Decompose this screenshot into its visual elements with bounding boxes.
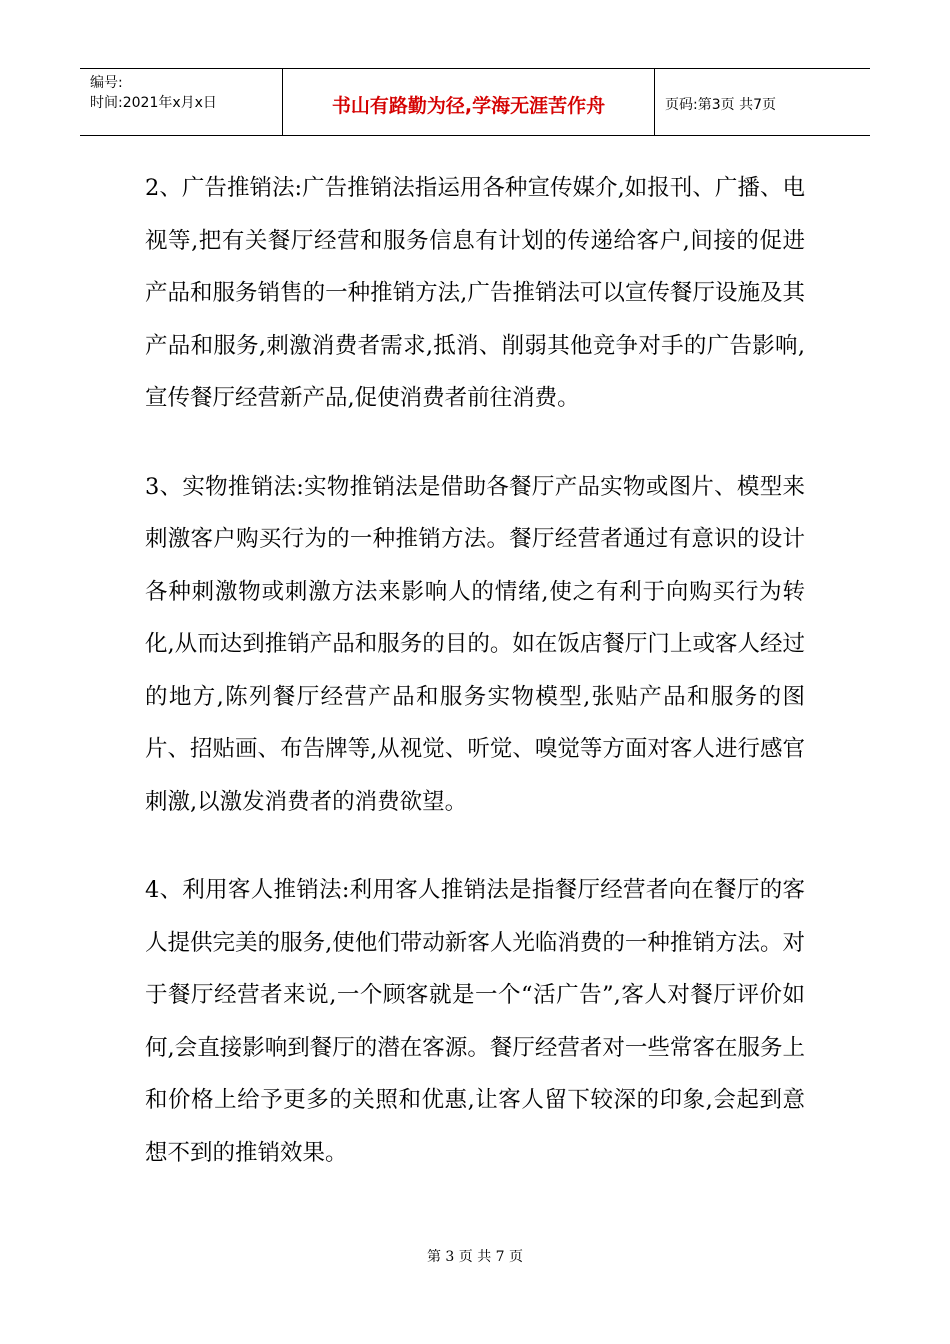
paragraph-advertising-method: 2、广告推销法:广告推销法指运用各种宣传媒介,如报刊、广播、电视等,把有关餐厅经营和服务信息有计划的传递给客户,间接的促进产品和服务销售的一种推销方法,广告推销法可以宣传餐厅设施及其产品和服务,刺激消费者需求,抵消、削弱其他竞争对手的广告影响,宣传餐厅经营新产品,促使消费者前往消费。 — [145, 175, 805, 411]
document-number-label: 编号: — [90, 75, 123, 91]
document-body — [145, 162, 805, 1215]
document-header — [80, 68, 870, 136]
page-footer: 第 3 页 共 7 页 — [426, 1249, 524, 1265]
header-page-number: 页码:第3页 共7页 — [665, 97, 776, 113]
header-meta-cell — [80, 69, 283, 135]
header-motto: 书山有路勤为径,学海无涯苦作舟 — [283, 69, 655, 135]
paragraph-physical-method: 3、实物推销法:实物推销法是借助各餐厅产品实物或图片、模型来刺激客户购买行为的一种推销方法。餐厅经营者通过有意识的设计各种刺激物或刺激方法来影响人的情绪,使之有利于向购买行为转化,从而达到推销产品和服务的目的。如在饭店餐厅门上或客人经过的地方,陈列餐厅经营产品和服务实物模型,张贴产品和服务的图片、招贴画、布告牌等,从视觉、听觉、嗅觉等方面对客人进行感官刺激,以激发消费者的消费欲望。 — [145, 473, 805, 815]
document-date-label: 时间:2021年x月x日 — [90, 95, 217, 111]
paragraph-customer-method: 4、利用客人推销法:利用客人推销法是指餐厅经营者向在餐厅的客人提供完美的服务,使他们带动新客人光临消费的一种推销方法。对于餐厅经营者来说,一个顾客就是一个“活广告”,客人对餐厅评价如何,会直接影响到餐厅的潜在客源。餐厅经营者对一些常客在服务上和价格上给予更多的关照和优惠,让客人留下较深的印象,会起到意想不到的推销效果。 — [145, 877, 805, 1166]
